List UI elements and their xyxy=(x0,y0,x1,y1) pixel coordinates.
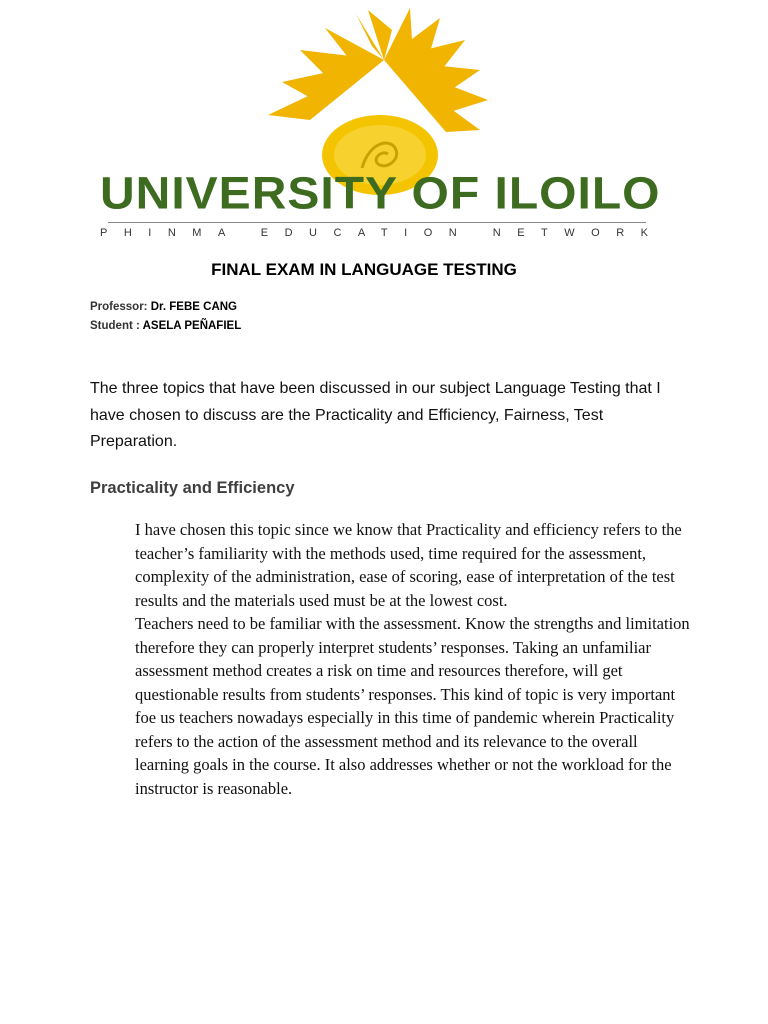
professor-label: Professor: xyxy=(90,301,148,313)
professor-line xyxy=(90,299,237,315)
professor-name: Dr. FEBE CANG xyxy=(150,301,237,313)
section-paragraph-1: I have chosen this topic since we know that Practicality and efficiency refers to the teacher’s familiarity with the methods used, time required for the assessment, complexity of the administration, ease of scoring, ease of interpretation of the test results and the materials used must be at the lowest cost. xyxy=(135,520,682,610)
section-paragraph-2: Teachers need to be familiar with the assessment. Know the strengths and limitation therefore they can properly interpret students’ responses. Taking an unfamiliar assessment method creates a risk on time and resources therefore, will get questionable results from students’ responses. This kind of topic is very important foe us teachers nowadays especially in this time of pandemic wherein Practicality refers to the action of the assessment method and its relevance to the overall learning goals in the course. It also addresses whether or not the workload for the instructor is reasonable. xyxy=(135,614,690,798)
document-title: FINAL EXAM IN LANGUAGE TESTING xyxy=(211,260,517,279)
student-label: Student : xyxy=(90,320,140,332)
logo-university-name: UNIVERSITY OF ILOILO xyxy=(100,168,661,219)
student-line xyxy=(90,318,241,334)
section-heading: Practicality and Efficiency xyxy=(90,479,295,497)
section-body xyxy=(135,518,695,800)
logo-network-name: PHINMA EDUCATION NETWORK xyxy=(100,227,665,239)
student-name: ASELA PEÑAFIEL xyxy=(142,320,242,332)
logo-divider xyxy=(108,222,646,223)
university-logo xyxy=(0,0,768,250)
intro-paragraph: The three topics that have been discussed in our subject Language Testing that I have chosen to discuss are the Practicality and Efficiency, Fairness, Test Preparation. xyxy=(90,380,661,450)
